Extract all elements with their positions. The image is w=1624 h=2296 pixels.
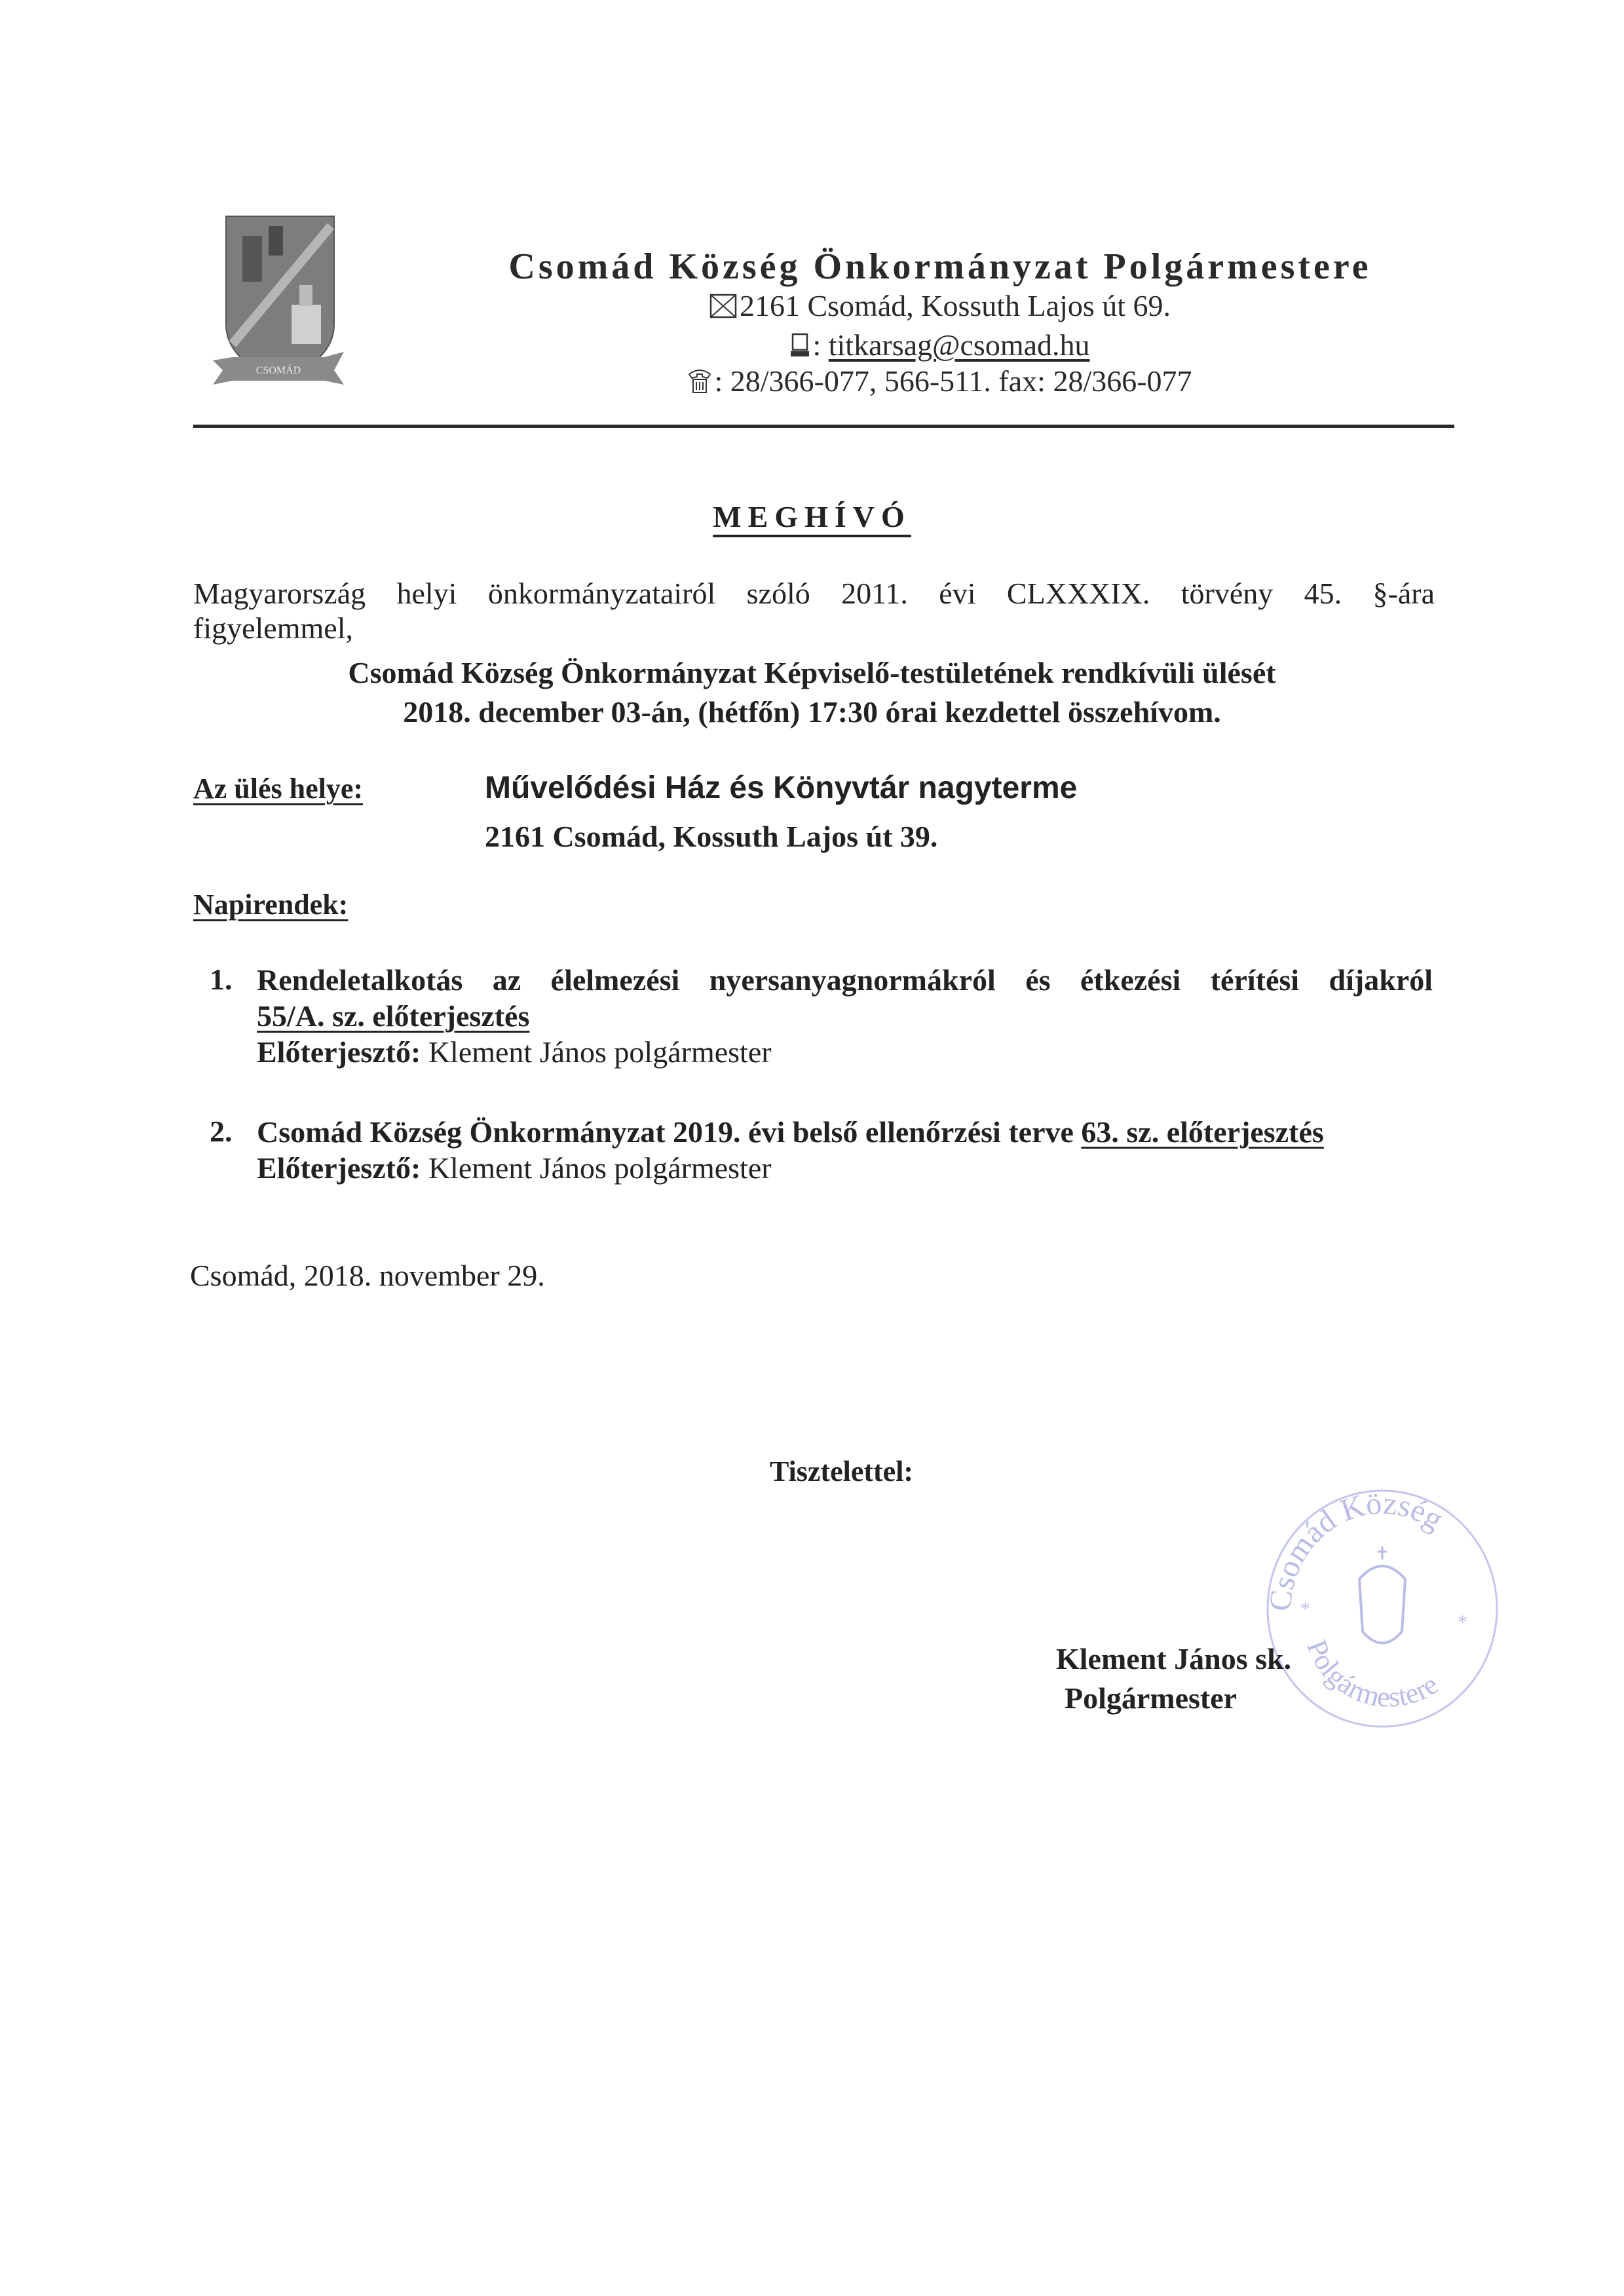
- agenda-item-reference[interactable]: 63. sz. előterjesztés: [1081, 1115, 1324, 1149]
- convocation-line-1: Csomád Község Önkormányzat Képviselő-testületének rendkívüli ülését: [348, 656, 1276, 689]
- presenter-name: Klement János polgármester: [421, 1035, 772, 1069]
- phone-line: [393, 364, 1487, 398]
- document-title: [0, 499, 1624, 534]
- email-link[interactable]: titkarsag@csomad.hu: [828, 328, 1090, 362]
- organization-name: Csomád Község Önkormányzat Polgármestere: [508, 246, 1372, 287]
- envelope-icon: [709, 294, 737, 318]
- agenda-item-number: 2.: [210, 1115, 233, 1148]
- presenter-name: Klement János polgármester: [421, 1151, 772, 1185]
- coat-ribbon-text: CSOMÁD: [255, 365, 301, 376]
- presenter-label: Előterjesztő:: [257, 1035, 421, 1069]
- telephone-icon: [688, 368, 711, 394]
- place-and-date: Csomád, 2018. november 29.: [190, 1259, 545, 1292]
- agenda-item-title: Csomád Község Önkormányzat 2019. évi belső ellenőrzési terve: [257, 1115, 1082, 1149]
- presenter-label: Előterjesztő:: [257, 1151, 421, 1185]
- agenda-item-number: 1.: [210, 963, 233, 996]
- address-line: [393, 288, 1487, 323]
- coat-of-arms-logo: [213, 213, 344, 390]
- agenda-item: [257, 962, 1433, 1070]
- stamp-star-icon: *: [1458, 1611, 1467, 1633]
- agenda-item: [257, 1114, 1449, 1186]
- closing-salutation: Tisztelettel:: [770, 1455, 914, 1487]
- stamp-star-icon: *: [1300, 1598, 1310, 1620]
- header-divider: [193, 425, 1454, 428]
- convocation-line-2: 2018. december 03-án, (hétfőn) 17:30 órai kezdettel összehívom.: [403, 695, 1221, 729]
- email-prefix: :: [812, 328, 829, 362]
- agenda-item-title: Rendeletalkotás az élelmezési nyersanyagnormákról és étkezési térítési díjakról: [257, 963, 1433, 997]
- intro-line-2: figyelemmel,: [193, 611, 353, 645]
- official-stamp: [1261, 1481, 1503, 1730]
- venue-label: Az ülés helye:: [193, 773, 364, 805]
- email-line: [393, 328, 1487, 362]
- signer-name: Klement János sk.: [1056, 1642, 1292, 1675]
- agenda-label: Napirendek:: [193, 889, 349, 921]
- agenda-item-reference[interactable]: 55/A. sz. előterjesztés: [257, 999, 530, 1033]
- phone-text: : 28/366-077, 566-511. fax: 28/366-077: [714, 364, 1192, 398]
- venue-name: Művelődési Ház és Könyvtár nagyterme: [485, 771, 1078, 805]
- intro-line-1: Magyarország helyi önkormányzatairól szóló 2011. évi CLXXXIX. törvény 45. §-ára: [193, 577, 1435, 610]
- computer-icon: [790, 333, 810, 358]
- venue-address: 2161 Csomád, Kossuth Lajos út 39.: [485, 820, 938, 853]
- signer-title: Polgármester: [1065, 1681, 1237, 1715]
- document-title-text: MEGHÍVÓ: [713, 500, 911, 533]
- stamp-top-text: Csomád Község: [1262, 1485, 1450, 1613]
- stamp-crest-icon: [1359, 1566, 1405, 1643]
- address-text: 2161 Csomád, Kossuth Lajos út 69.: [739, 289, 1171, 322]
- stamp-bottom-text: Polgármestere: [1300, 1635, 1444, 1713]
